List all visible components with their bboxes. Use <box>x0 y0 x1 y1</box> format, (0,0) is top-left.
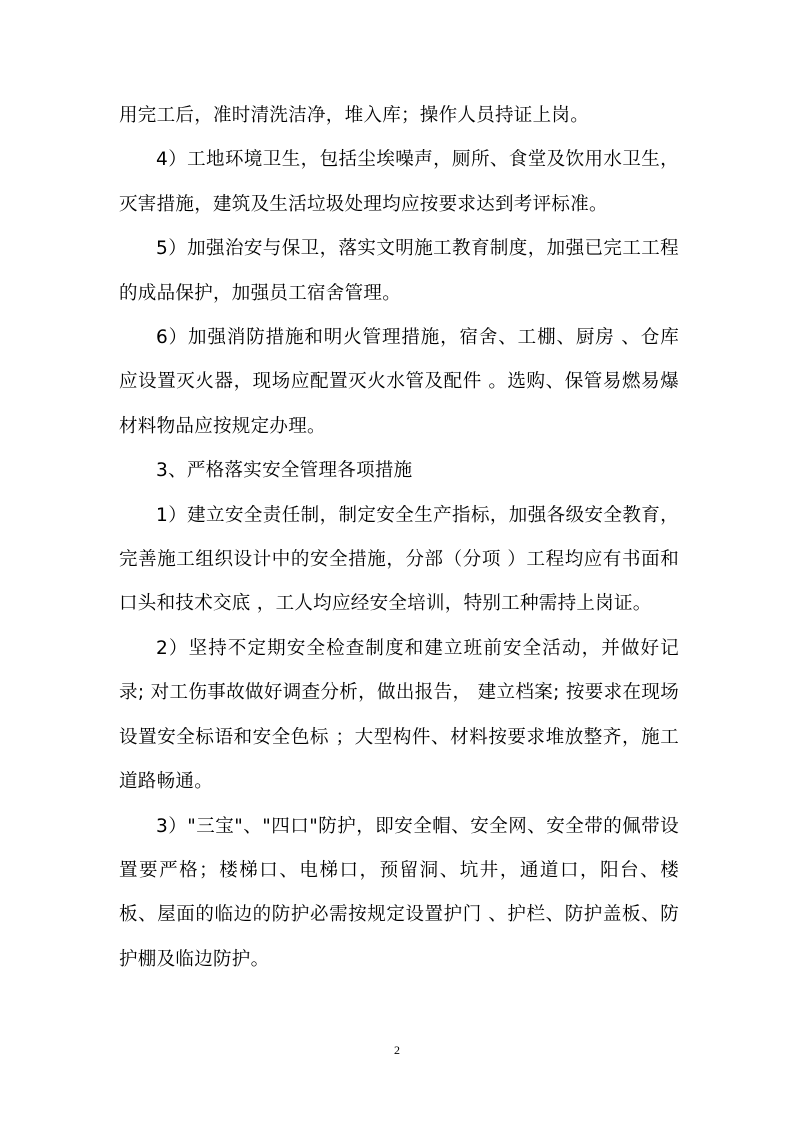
paragraph-item-6: 6）加强消防措施和明火管理措施，宿舍、工棚、厨房 、仓库应设置灭火器，现场应配置灭火水管及配件 。选购、保管易燃易爆材料物品应按规定办理。 <box>119 327 679 437</box>
paragraph-safety-3: 3）"三宝"、"四口"防护，即安全帽、安全网、安全带的佩带设置要严格；楼梯口、电梯口，预留洞、坑井，通道口，阳台、楼板、屋面的临边的防护必需按规定设置护门 、护栏、防护盖板、防护棚及临边防护。 <box>119 815 679 970</box>
body-text <box>119 94 679 982</box>
paragraph-continuation: 用完工后，准时清洗洁净，堆入库；操作人员持证上岗。 <box>119 105 590 126</box>
page-number: 2 <box>394 1043 400 1057</box>
paragraph-item-4: 4）工地环境卫生，包括尘埃噪声，厕所、食堂及饮用水卫生，灭害措施，建筑及生活垃圾处理均应按要求达到考评标准。 <box>119 149 679 215</box>
paragraph-safety-1: 1）建立安全责任制，制定安全生产指标，加强各级安全教育，完善施工组织设计中的安全措施，分部（分项 ）工程均应有书面和口头和技术交底 ，工人均应经安全培训，特别工种需持上岗证。 <box>119 504 679 615</box>
paragraph-item-5: 5）加强治安与保卫，落实文明施工教育制度，加强已完工工程的成品保护，加强员工宿舍管理。 <box>119 238 679 304</box>
section-heading-3: 3、严格落实安全管理各项措施 <box>156 460 413 482</box>
paragraph-safety-2: 2）坚持不定期安全检查制度和建立班前安全活动，并做好记录; 对工伤事故做好调查分析，做出报告， 建立档案; 按要求在现场设置安全标语和安全色标 ；大型构件、材料按要求堆放整齐，施工道路畅通。 <box>119 637 679 793</box>
